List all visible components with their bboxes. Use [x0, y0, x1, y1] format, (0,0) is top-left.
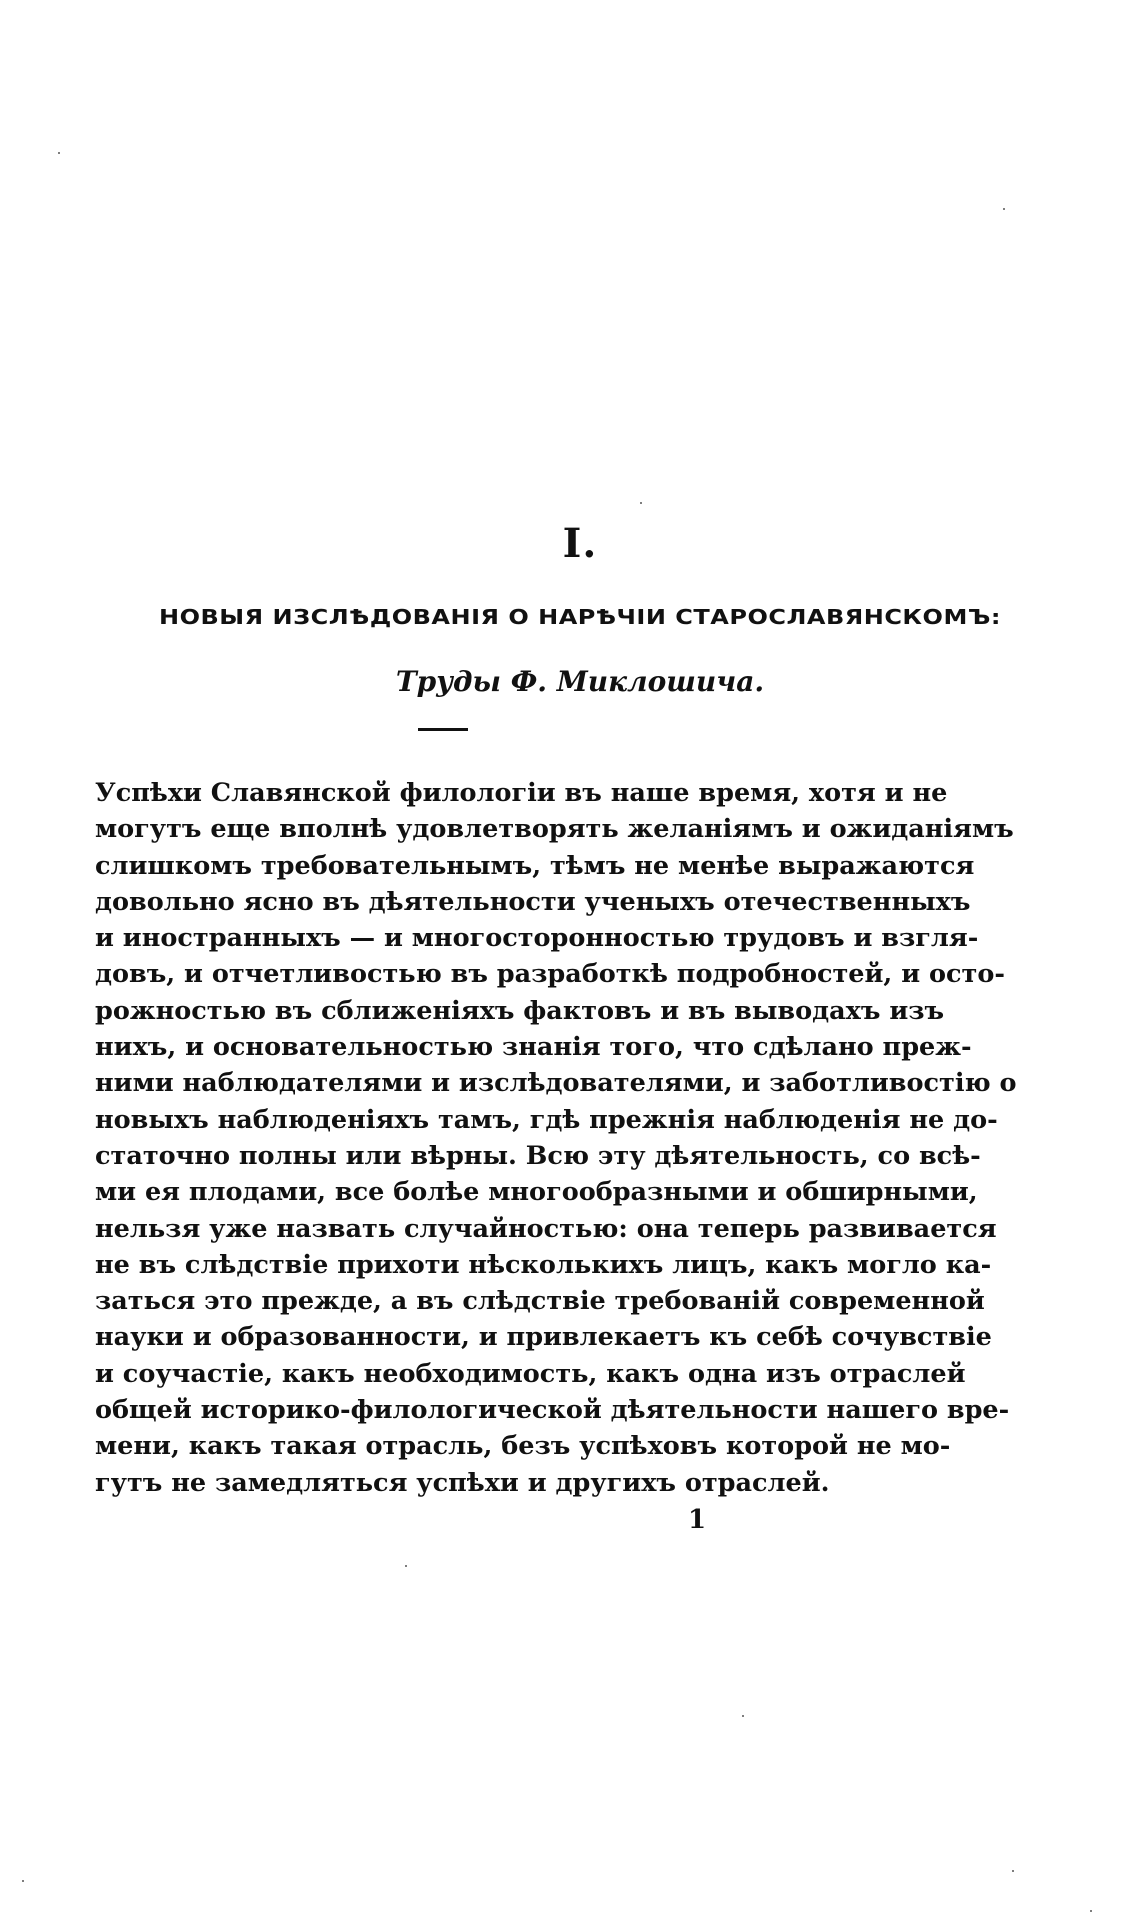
scan-speck: [22, 1880, 24, 1882]
text-line: общей историко-филологической дѣятельности нашего вре-: [95, 1395, 1010, 1426]
text-line: статочно полны или вѣрны. Всю эту дѣятельность, со всѣ-: [95, 1140, 981, 1171]
scan-speck: [1012, 1870, 1014, 1872]
text-line: ми ея плодами, все болѣе многообразными и обширными,: [95, 1177, 978, 1208]
scan-speck: [1003, 208, 1005, 210]
text-line: могутъ еще вполнѣ удовлетворять желаніямъ и ожиданіямъ: [95, 814, 1014, 845]
scan-speck: [405, 1565, 407, 1567]
text-line: ними наблюдателями и изслѣдователями, и заботливостію о: [95, 1068, 1017, 1099]
text-line: заться это прежде, а въ слѣдствіе требованій современной: [95, 1286, 985, 1317]
text-line: рожностью въ сближеніяхъ фактовъ и въ выводахъ изъ: [95, 995, 945, 1026]
text-line: гутъ не замедляться успѣхи и другихъ отраслей.: [95, 1467, 830, 1498]
text-line: довольно ясно въ дѣятельности ученыхъ отечественныхъ: [95, 886, 971, 917]
text-line: науки и образованности, и привлекаетъ къ себѣ сочувствіе: [95, 1322, 992, 1353]
scan-speck: [742, 1715, 744, 1717]
section-number: I.: [562, 520, 598, 567]
chapter-title: НОВЫЯ ИЗСЛѢДОВАНІЯ О НАРѢЧІИ СТАРОСЛАВЯНСКОМЪ:: [159, 605, 1001, 629]
text-line: нельзя уже назвать случайностью: она теперь развивается: [95, 1213, 997, 1244]
text-line: и иностранныхъ — и многосторонностью трудовъ и взгля-: [95, 923, 979, 954]
text-line: нихъ, и основательностью знанія того, что сдѣлано преж-: [95, 1032, 972, 1063]
page-number: 1: [688, 1505, 707, 1535]
text-line: Успѣхи Славянской филологіи въ наше время, хотя и не: [95, 778, 948, 808]
text-line: не въ слѣдствіе прихоти нѣсколькихъ лицъ, какъ могло ка-: [95, 1249, 992, 1280]
scan-speck: [58, 152, 60, 154]
text-line: и соучастіе, какъ необходимость, какъ одна изъ отраслей: [95, 1358, 966, 1389]
title-divider: [418, 728, 468, 731]
body-paragraph: [95, 775, 1017, 1501]
scan-speck: [1090, 1910, 1092, 1912]
text-line: довъ, и отчетливостью въ разработкѣ подробностей, и осто-: [95, 959, 1005, 990]
text-line: слишкомъ требовательнымъ, тѣмъ не менѣе выражаются: [95, 850, 975, 881]
text-line: новыхъ наблюденіяхъ тамъ, гдѣ прежнія наблюденія не до-: [95, 1104, 998, 1135]
scan-speck: [640, 502, 642, 504]
chapter-subtitle: Труды Ф. Миклошича.: [395, 665, 765, 698]
text-line: мени, какъ такая отрасль, безъ успѣховъ которой не мо-: [95, 1431, 951, 1462]
